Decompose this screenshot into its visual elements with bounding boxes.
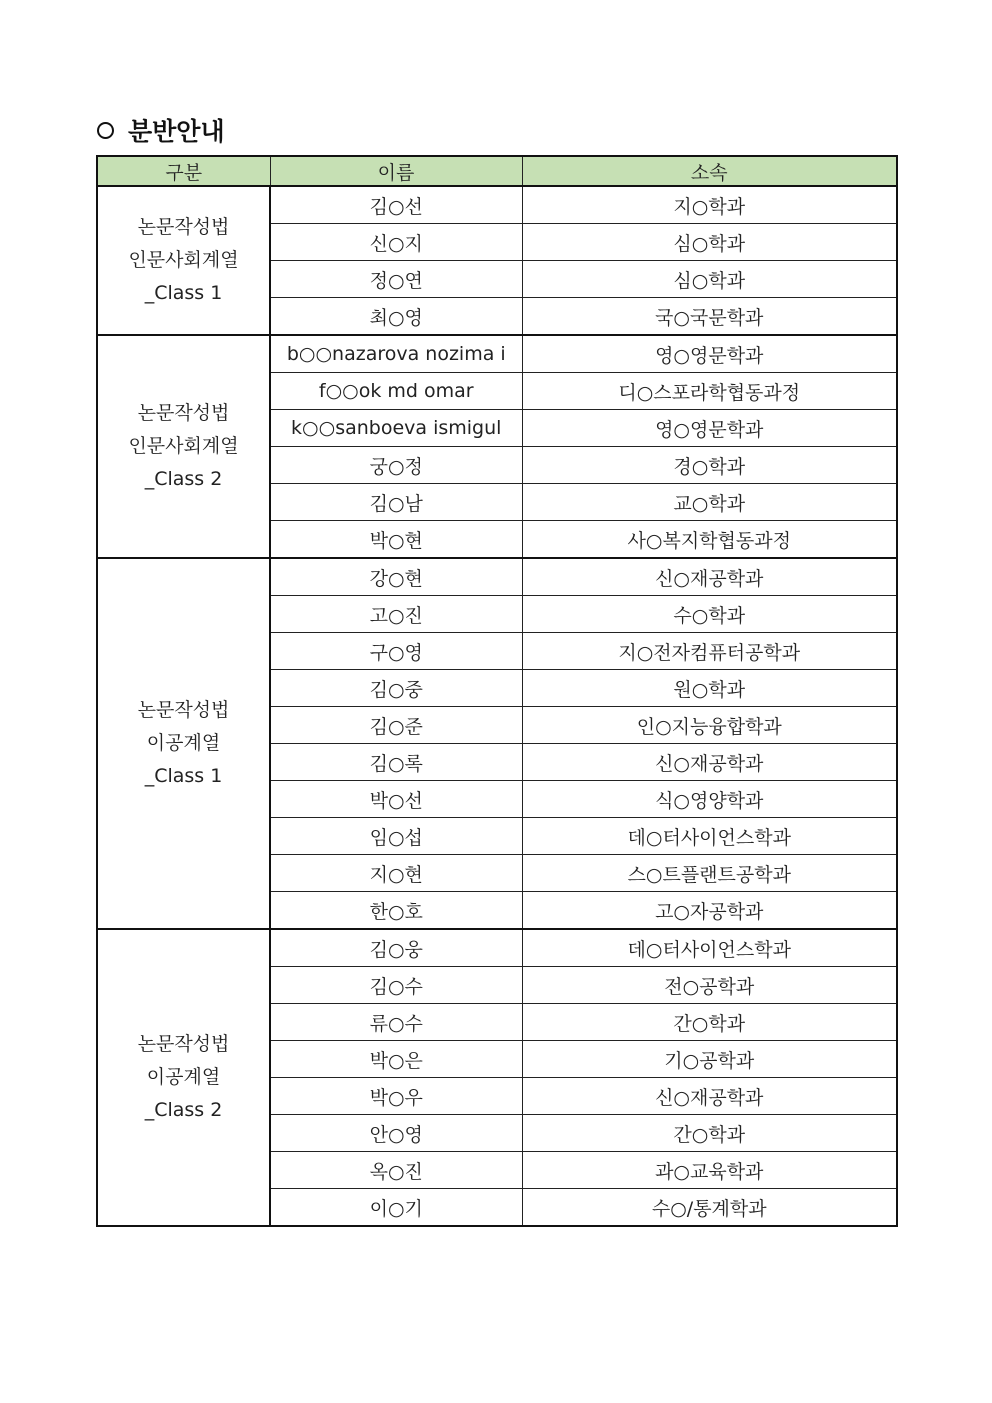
student-department: 간○학과 bbox=[522, 1004, 897, 1041]
student-department: 신○재공학과 bbox=[522, 744, 897, 781]
student-name: 박○은 bbox=[270, 1041, 522, 1078]
student-name: 박○우 bbox=[270, 1078, 522, 1115]
student-department: 영○영문학과 bbox=[522, 335, 897, 373]
student-department: 국○국문학과 bbox=[522, 298, 897, 336]
student-department: 사○복지학협동과정 bbox=[522, 521, 897, 559]
group-label-line: 이공계열 bbox=[146, 732, 221, 754]
group-label-line: 논문작성법 bbox=[137, 1033, 230, 1055]
student-name: 안○영 bbox=[270, 1115, 522, 1152]
student-department: 수○학과 bbox=[522, 596, 897, 633]
header-category: 구분 bbox=[97, 156, 270, 186]
table-row bbox=[97, 558, 897, 596]
group-label-line: 논문작성법 bbox=[137, 402, 230, 424]
student-department: 인○지능융합학과 bbox=[522, 707, 897, 744]
group-label-line: 인문사회계열 bbox=[128, 249, 239, 271]
student-name: 고○진 bbox=[270, 596, 522, 633]
student-name: 김○중 bbox=[270, 670, 522, 707]
student-department: 수○/통계학과 bbox=[522, 1189, 897, 1227]
student-department: 전○공학과 bbox=[522, 967, 897, 1004]
student-department: 식○영양학과 bbox=[522, 781, 897, 818]
group-label-line: 이공계열 bbox=[146, 1066, 221, 1088]
group-label-line: 인문사회계열 bbox=[128, 435, 239, 457]
student-name: 김○수 bbox=[270, 967, 522, 1004]
group-label-line: _Class 2 bbox=[144, 468, 223, 490]
student-department: 신○재공학과 bbox=[522, 1078, 897, 1115]
class-roster-table bbox=[96, 155, 898, 1227]
student-name: 강○현 bbox=[270, 558, 522, 596]
group-label bbox=[97, 558, 270, 929]
student-name: f○○ok md omar bbox=[270, 373, 522, 410]
student-department: 데○터사이언스학과 bbox=[522, 818, 897, 855]
table-row bbox=[97, 929, 897, 967]
student-name: 김○준 bbox=[270, 707, 522, 744]
student-department: 신○재공학과 bbox=[522, 558, 897, 596]
student-department: 간○학과 bbox=[522, 1115, 897, 1152]
section-heading bbox=[97, 112, 225, 148]
student-name: 임○섭 bbox=[270, 818, 522, 855]
student-name: k○○sanboeva ismigul bbox=[270, 410, 522, 447]
student-department: 교○학과 bbox=[522, 484, 897, 521]
class-group bbox=[97, 186, 897, 335]
student-name: b○○nazarova nozima i bbox=[270, 335, 522, 373]
student-name: 김○록 bbox=[270, 744, 522, 781]
student-name: 박○현 bbox=[270, 521, 522, 559]
student-department: 심○학과 bbox=[522, 261, 897, 298]
student-name: 김○남 bbox=[270, 484, 522, 521]
student-name: 류○수 bbox=[270, 1004, 522, 1041]
class-group bbox=[97, 929, 897, 1226]
student-department: 기○공학과 bbox=[522, 1041, 897, 1078]
student-department: 지○학과 bbox=[522, 186, 897, 224]
student-department: 고○자공학과 bbox=[522, 892, 897, 930]
header-name: 이름 bbox=[270, 156, 522, 186]
class-group bbox=[97, 558, 897, 929]
student-department: 경○학과 bbox=[522, 447, 897, 484]
student-department: 디○스포라학협동과정 bbox=[522, 373, 897, 410]
student-department: 과○교육학과 bbox=[522, 1152, 897, 1189]
group-label bbox=[97, 335, 270, 558]
student-name: 신○지 bbox=[270, 224, 522, 261]
student-name: 정○연 bbox=[270, 261, 522, 298]
student-department: 원○학과 bbox=[522, 670, 897, 707]
circle-bullet-icon bbox=[97, 122, 114, 139]
student-department: 데○터사이언스학과 bbox=[522, 929, 897, 967]
class-group bbox=[97, 335, 897, 558]
group-label bbox=[97, 186, 270, 335]
group-label-line: _Class 2 bbox=[144, 1099, 223, 1121]
student-department: 심○학과 bbox=[522, 224, 897, 261]
student-name: 김○선 bbox=[270, 186, 522, 224]
student-name: 구○영 bbox=[270, 633, 522, 670]
student-department: 스○트플랜트공학과 bbox=[522, 855, 897, 892]
student-department: 지○전자컴퓨터공학과 bbox=[522, 633, 897, 670]
student-name: 이○기 bbox=[270, 1189, 522, 1227]
student-name: 옥○진 bbox=[270, 1152, 522, 1189]
student-department: 영○영문학과 bbox=[522, 410, 897, 447]
section-title: 분반안내 bbox=[128, 117, 225, 146]
group-label-line: 논문작성법 bbox=[137, 699, 230, 721]
group-label-line: _Class 1 bbox=[144, 765, 223, 787]
table-header-row bbox=[97, 156, 897, 186]
table-row bbox=[97, 186, 897, 224]
student-name: 지○현 bbox=[270, 855, 522, 892]
student-name: 한○호 bbox=[270, 892, 522, 930]
group-label-line: 논문작성법 bbox=[137, 216, 230, 238]
header-affiliation: 소속 bbox=[522, 156, 897, 186]
student-name: 박○선 bbox=[270, 781, 522, 818]
student-name: 최○영 bbox=[270, 298, 522, 336]
student-name: 궁○정 bbox=[270, 447, 522, 484]
group-label-line: _Class 1 bbox=[144, 282, 223, 304]
group-label bbox=[97, 929, 270, 1226]
table-row bbox=[97, 335, 897, 373]
student-name: 김○웅 bbox=[270, 929, 522, 967]
